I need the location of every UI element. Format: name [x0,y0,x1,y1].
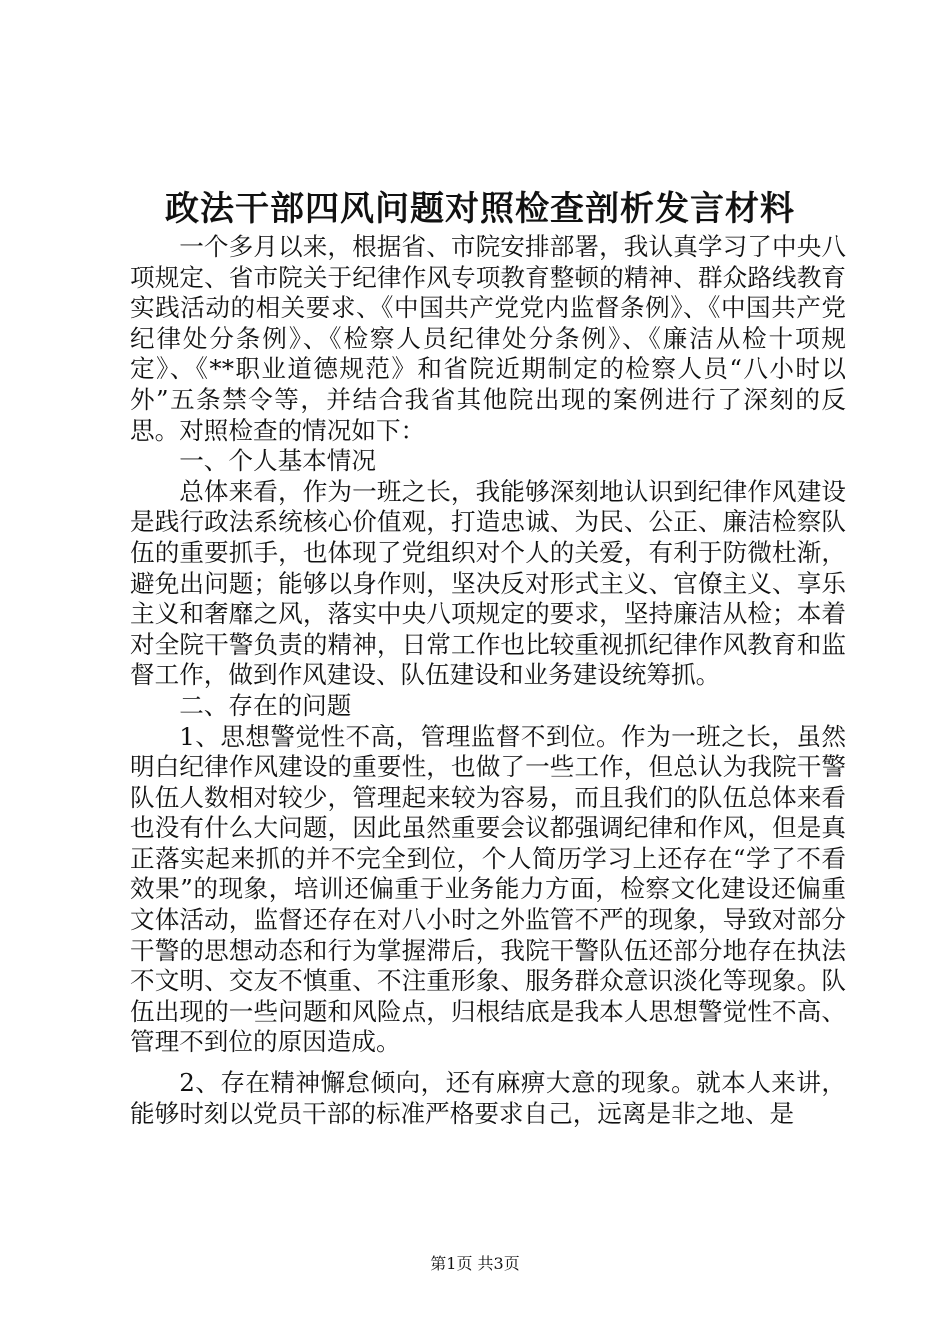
page-number-footer: 第1页 共3页 [430,1254,520,1273]
paragraph-problem-1: 1、思想警觉性不高，管理监督不到位。作为一班之长，虽然明白纪律作风建设的重要性，也做了一些工作，但总认为我院干警队伍人数相对较少，管理起来较为容易，而且我们的队伍总体来看也没有什么大问题，因此虽然重要会议都强调纪律和作风，但是真正落实起来抓的并不完全到位，个人简历学习上还存在“学了不看效果”的现象，培训还偏重于业务能力方面，检察文化建设还偏重文体活动，监督还存在对八小时之外监管不严的现象，导致对部分干警的思想动态和行为掌握滞后，我院干警队伍还部分地存在执法不文明、交友不慎重、不注重形象、服务群众意识淡化等现象。队伍出现的一些问题和风险点，归根结底是我本人思想警觉性不高、管理不到位的原因造成。 [130,721,846,1057]
paragraph-basic-info: 总体来看，作为一班之长，我能够深刻地认识到纪律作风建设是践行政法系统核心价值观，打造忠诚、为民、公正、廉洁检察队伍的重要抓手，也体现了党组织对个人的关爱，有利于防微杜渐，避免出问题；能够以身作则，坚决反对形式主义、官僚主义、享乐主义和奢靡之风，落实中央八项规定的要求，坚持廉洁从检；本着对全院干警负责的精神，日常工作也比较重视抓纪律作风教育和监督工作，做到作风建设、队伍建设和业务建设统筹抓。 [130,476,846,690]
section-heading-problems: 二、存在的问题 [179,690,352,720]
section-heading-basic-info: 一、个人基本情况 [179,446,376,476]
document-body [130,232,846,1129]
paragraph-intro: 一个多月以来，根据省、市院安排部署，我认真学习了中央八项规定、省市院关于纪律作风专项教育整顿的精神、群众路线教育实践活动的相关要求、《中国共产党党内监督条例》、《中国共产党纪律处分条例》、《检察人员纪律处分条例》、《廉洁从检十项规定》、《**职业道德规范》和省院近期制定的检察人员“八小时以外”五条禁令等，并结合我省其他院出现的案例进行了深刻的反思。对照检查的情况如下： [130,232,846,445]
document-title: 政法干部四风问题对照检查剖析发言材料 [165,189,795,229]
paragraph-problem-2: 2、存在精神懈怠倾向，还有麻痹大意的现象。就本人来讲，能够时刻以党员干部的标准严格要求自己，远离是非之地、是 [130,1068,846,1128]
